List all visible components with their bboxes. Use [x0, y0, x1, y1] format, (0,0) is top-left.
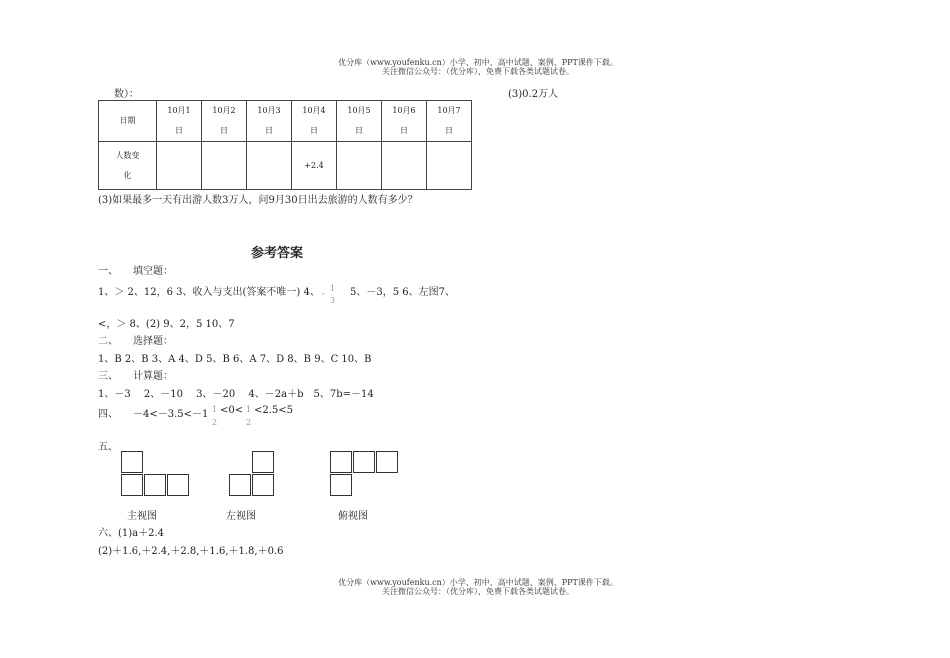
tourist-change-table: [98, 100, 472, 190]
section-1-fraction-numerator: 1: [330, 284, 336, 293]
top-view-label: 俯视图: [338, 511, 368, 522]
section-4-fraction-1-numerator: 1: [212, 405, 218, 414]
section-2-line: 1、B 2、B 3、A 4、D 5、B 6、A 7、D 8、B 9、C 10、B: [98, 354, 372, 365]
change-cell: [337, 142, 382, 190]
section-4-line-b: <0<: [220, 405, 244, 416]
change-cell: +2.4: [292, 142, 337, 190]
view-square: [144, 474, 166, 496]
question-fragment: 数）：: [114, 89, 139, 100]
answers-title: 参考答案: [251, 246, 304, 261]
view-square: [121, 451, 143, 473]
front-view-label: 主视图: [127, 511, 157, 522]
change-cell: [382, 142, 427, 190]
page-footer-line-2: 关注微信公众号：（优分库），免费下载各类试题试卷。: [382, 587, 574, 596]
section-1-fraction-sign: -: [322, 289, 325, 298]
question-part-3: (3)如果最多一天有出游人数3万人，问9月30日出去旅游的人数有多少？: [98, 195, 418, 206]
page-header-line-1: 优分库（www.youfenku.cn）小学、初中、高中试题、案例、PPT课件下载。: [338, 58, 618, 67]
view-square: [121, 474, 143, 496]
section-1-line-1b: 5、－3，5 6、左图7、: [350, 287, 455, 298]
section-4-line-a: －4<－3.5<－1: [133, 409, 209, 420]
view-square: [330, 474, 352, 496]
date-cell: 10月3 日: [247, 101, 292, 142]
date-cell: 10月6 日: [382, 101, 427, 142]
page-header-line-2: 关注微信公众号：（优分库），免费下载各类试题试卷。: [382, 67, 574, 76]
date-cell: 10月4 日: [292, 101, 337, 142]
view-square: [330, 451, 352, 473]
date-cell: 10月5 日: [337, 101, 382, 142]
date-cell: 10月1 日: [157, 101, 202, 142]
section-1-number: 一、: [98, 266, 118, 277]
view-square: [252, 474, 274, 496]
date-row: [99, 101, 472, 142]
section-1-line-1a: 1、＞ 2、12，6 3、收入与支出(答案不唯一) 4、: [98, 287, 320, 298]
section-3-number: 三、: [98, 371, 118, 382]
section-1-fraction-denominator: 3: [330, 296, 336, 305]
section-1-title: 填空题：: [133, 266, 173, 277]
section-3-line: 1、－3 2、－10 3、－20 4、－2a＋b 5、7b=－14: [98, 389, 374, 400]
view-square: [376, 451, 398, 473]
left-view-label: 左视图: [226, 511, 256, 522]
page-footer-line-1: 优分库（www.youfenku.cn）小学、初中、高中试题、案例、PPT课件下载。: [338, 578, 618, 587]
view-square: [167, 474, 189, 496]
section-4-fraction-2-numerator: 1: [246, 405, 252, 414]
change-cell: [247, 142, 292, 190]
change-cell: [157, 142, 202, 190]
change-header-cell: 人数变 化: [99, 142, 157, 190]
change-cell: [202, 142, 247, 190]
section-2-title: 选择题：: [133, 336, 173, 347]
view-square: [252, 451, 274, 473]
view-square: [229, 474, 251, 496]
section-4-fraction-2-denominator: 2: [246, 418, 252, 427]
section-4-number: 四、: [98, 409, 118, 420]
date-cell: 10月7 日: [427, 101, 472, 142]
section-3-title: 计算题：: [133, 371, 173, 382]
section-4-fraction-1-denominator: 2: [212, 418, 218, 427]
change-row: [99, 142, 472, 190]
view-square: [353, 451, 375, 473]
section-4-line-c: <2.5<5: [254, 405, 294, 416]
section-6-line-1: 六、(1)a＋2.4: [98, 528, 165, 539]
section-1-line-2: <，＞ 8、(2) 9、2，5 10、7: [98, 319, 235, 330]
change-cell: [427, 142, 472, 190]
date-cell: 10月2 日: [202, 101, 247, 142]
section-5-number: 五、: [98, 442, 118, 453]
date-header-cell: 日期: [99, 101, 157, 142]
section-2-number: 二、: [98, 336, 118, 347]
side-answer: (3)0.2万人: [508, 89, 559, 100]
section-6-line-2: (2)＋1.6,＋2.4,＋2.8,＋1.6,＋1.8,＋0.6: [98, 546, 284, 557]
